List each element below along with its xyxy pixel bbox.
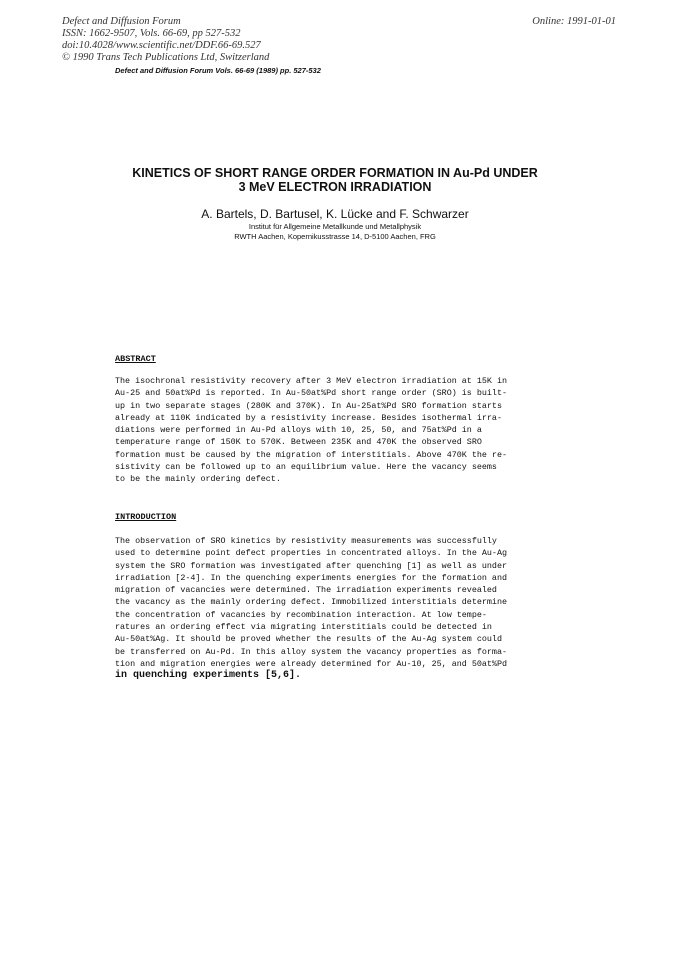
text-line: be transferred on Au-Pd. In this alloy system the vacancy properties as forma- bbox=[115, 646, 508, 657]
header-line: Defect and Diffusion Forum bbox=[62, 16, 181, 27]
journal-reference: Defect and Diffusion Forum Vols. 66-69 (1989) pp. 527-532 bbox=[115, 66, 321, 75]
text-line: migration of vacancies were determined. The irradiation experiments revealed bbox=[115, 585, 497, 596]
affiliation-line: RWTH Aachen, Kopernikusstrasse 14, D-5100 Aachen, FRG bbox=[234, 232, 436, 241]
text-line: Au-25 and 50at%Pd is reported. In Au-50at%Pd short range order (SRO) is built- bbox=[115, 388, 508, 399]
text-line: temperature range of 150K to 570K. Between 235K and 470K the observed SRO bbox=[115, 437, 482, 448]
introduction-heading: INTRODUCTION bbox=[115, 512, 177, 522]
authors: A. Bartels, D. Bartusel, K. Lücke and F. Schwarzer bbox=[201, 207, 469, 221]
text-line: already at 110K indicated by a resistivity increase. Besides isothermal irra- bbox=[115, 412, 502, 423]
title-line: KINETICS OF SHORT RANGE ORDER FORMATION IN Au-Pd UNDER bbox=[132, 166, 538, 180]
text-line: ratures an ordering effect via migrating interstitials could be detected in bbox=[115, 622, 492, 633]
text-line: to be the mainly ordering defect. bbox=[115, 474, 281, 485]
affiliation bbox=[100, 222, 570, 242]
text-line: The observation of SRO kinetics by resistivity measurements was successfully bbox=[115, 536, 497, 546]
abstract-heading: ABSTRACT bbox=[115, 354, 156, 364]
text-line: The isochronal resistivity recovery after 3 MeV electron irradiation at 15K in bbox=[115, 376, 508, 386]
affiliation-line: Institut für Allgemeine Metallkunde und Metallphysik bbox=[248, 222, 422, 231]
introduction-body bbox=[115, 535, 543, 683]
text-line: Au-50at%Ag. It should be proved whether the results of the Au-Ag system could bbox=[115, 634, 502, 645]
text-line: in quenching experiments [5,6]. bbox=[115, 670, 302, 682]
header-line: ISSN: 1662-9507, Vols. 66-69, pp 527-532 bbox=[62, 28, 241, 39]
text-line: the concentration of vacancies by recombination interaction. At low tempe- bbox=[115, 609, 487, 620]
text-line: irradiation [2-4]. In the quenching experiments energies for the formation and bbox=[115, 572, 508, 583]
journal-header bbox=[62, 16, 269, 64]
header-line: doi:10.4028/www.scientific.net/DDF.66-69.527 bbox=[62, 40, 261, 51]
text-line: formation must be caused by the migration of interstitials. Above 470K the re- bbox=[115, 449, 508, 460]
header-line: © 1990 Trans Tech Publications Ltd, Switzerland bbox=[62, 52, 270, 63]
text-line: the vacancy as the mainly ordering defect. Immobilized interstitials determine bbox=[115, 597, 508, 608]
text-line: diations were performed in Au-Pd alloys with 10, 25, 50, and 75at%Pd in a bbox=[115, 425, 482, 436]
text-line: sistivity can be followed up to an equilibrium value. Here the vacancy seems bbox=[115, 462, 497, 473]
text-line: up in two separate stages (280K and 370K). In Au-25at%Pd SRO formation starts bbox=[115, 400, 502, 411]
abstract-body bbox=[115, 375, 543, 486]
text-line: system the SRO formation was investigated after quenching [1] as well as under bbox=[115, 560, 508, 571]
paper-title bbox=[100, 166, 570, 194]
title-line: 3 MeV ELECTRON IRRADIATION bbox=[238, 180, 432, 194]
text-line: tion and migration energies were already determined for Au-10, 25, and 50at%Pd bbox=[115, 658, 508, 669]
online-date: Online: 1991-01-01 bbox=[532, 16, 616, 27]
text-line: used to determine point defect properties in concentrated alloys. In the Au-Ag bbox=[115, 548, 508, 559]
